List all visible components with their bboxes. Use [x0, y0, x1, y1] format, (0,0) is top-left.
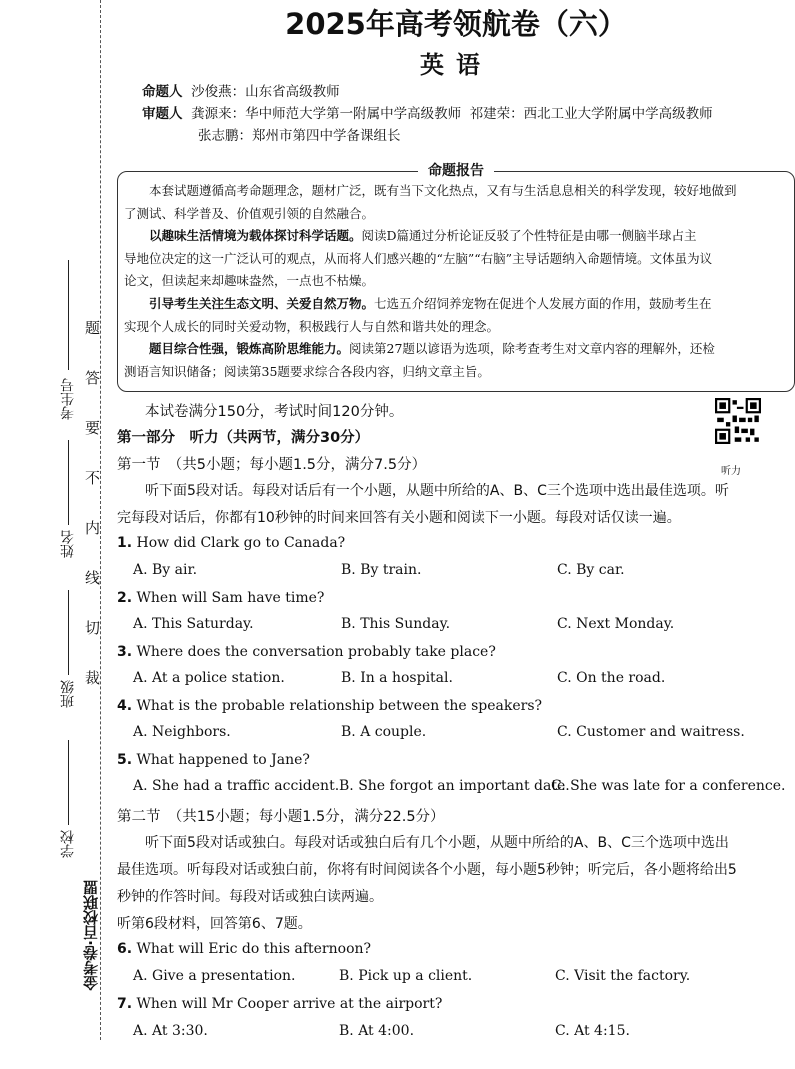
q5-option-b[interactable]: B. She forgot an important date. — [339, 778, 570, 794]
seal-char: 裁 — [83, 670, 101, 685]
class-line — [68, 590, 69, 675]
seal-char: 不 — [83, 470, 101, 485]
brand-label: 金考卷·百校联盟 — [82, 880, 100, 991]
report-p4: 题目综合性强，锻炼高阶思维能力。阅读第27题以谚语为选项，除考查考生对文章内容的理解外，还检 — [149, 341, 715, 357]
section1-heading: 第一节 （共5小题；每小题1.5分，满分7.5分） — [117, 457, 427, 473]
seal-char: 要 — [83, 420, 101, 435]
section2-intro-1: 听下面5段对话或独白。每段对话或独白后有几个小题，从题中所给的A、B、C三个选项中选出 — [145, 835, 729, 851]
question-3: 3. Where does the conversation probably take place? — [117, 644, 496, 660]
seal-char: 内 — [83, 520, 101, 535]
question-4: 4. What is the probable relationship between the speakers? — [117, 698, 543, 714]
q5-option-c[interactable]: C. She was late for a conference. — [551, 778, 786, 794]
q4-option-c[interactable]: C. Customer and waitress. — [557, 724, 745, 740]
author-block — [142, 81, 713, 147]
question-6: 6. What will Eric do this afternoon? — [117, 941, 372, 957]
report-p1: 本套试题遵循高考命题理念，题材广泛，既有当下文化热点，又有与生活息息相关的科学发现，较好地做到 — [149, 183, 737, 198]
seal-char: 题 — [83, 320, 101, 335]
seal-char: 答 — [83, 370, 101, 385]
seal-char: 线 — [83, 570, 101, 585]
page-title: 2025年高考领航卷（六） — [285, 7, 627, 41]
qr-code-icon[interactable] — [715, 398, 761, 444]
q3-option-b[interactable]: B. In a hospital. — [341, 670, 453, 686]
q6-option-c[interactable]: C. Visit the factory. — [555, 968, 691, 984]
school-label: 学校 — [60, 830, 76, 858]
report-p2c: 论文，但读起来却趣味盎然，一点也不枯燥。 — [124, 273, 375, 289]
section1-intro-1: 听下面5段对话。每段对话后有一个小题，从题中所给的A、B、C三个选项中选出最佳选项。听 — [145, 483, 729, 499]
material-6: 听第6段材料，回答第6、7题。 — [117, 916, 312, 932]
q4-option-b[interactable]: B. A couple. — [341, 724, 427, 740]
name-label: 姓名 — [60, 530, 76, 558]
report-p2b: 导地位决定的这一广泛认可的观点，从而将人们感兴趣的“左脑”“右脑”主导话题纳入命题情境。文体虽为议 — [124, 250, 713, 266]
q4-option-a[interactable]: A. Neighbors. — [133, 724, 231, 740]
cut-line — [100, 0, 101, 1040]
reviewer-2: 祁建荣：西北工业大学附属中学高级教师 — [469, 106, 713, 122]
report-p3: 引导考生关注生态文明、关爱自然万物。七选五介绍饲养宠物在促进个人发展方面的作用，鼓励考生在 — [149, 295, 712, 311]
reviewer-label: 审题人 — [142, 106, 183, 122]
q2-option-c[interactable]: C. Next Monday. — [557, 616, 675, 632]
student-id-line — [68, 260, 69, 370]
question-1: 1. How did Clark go to Canada? — [117, 535, 346, 551]
report-p2: 以趣味生活情境为载体探讨科学话题。阅读D篇通过分析论证反驳了个性特征是由哪一侧脑半球占主 — [149, 228, 697, 244]
report-title: 命题报告 — [117, 160, 795, 180]
q3-option-a[interactable]: A. At a police station. — [133, 670, 285, 686]
q5-option-a[interactable]: A. She had a traffic accident. — [133, 778, 340, 794]
question-7: 7. When will Mr Cooper arrive at the airport? — [117, 996, 443, 1012]
q6-option-a[interactable]: A. Give a presentation. — [133, 968, 296, 984]
reviewer-1: 龚源来：华中师范大学第一附属中学高级教师 — [191, 106, 462, 122]
reviewer-3: 张志鹏：郑州市第四中学备课组长 — [198, 128, 401, 144]
q1-option-b[interactable]: B. By train. — [341, 562, 422, 578]
school-line — [68, 740, 69, 825]
section2-heading: 第二节 （共15小题；每小题1.5分，满分22.5分） — [117, 809, 445, 825]
section1-intro-2: 完每段对话后，你都有10秒钟的时间来回答有关小题和阅读下一小题。每段对话仅读一遍。 — [117, 510, 681, 526]
q2-option-b[interactable]: B. This Sunday. — [341, 616, 451, 632]
binding-margin — [0, 0, 100, 1069]
report-p4b: 测语言知识储备；阅读第35题要求综合各段内容，归纳文章主旨。 — [124, 363, 490, 379]
section2-intro-3: 秒钟的作答时间。每段对话或独白读两遍。 — [117, 889, 383, 905]
q1-option-a[interactable]: A. By air. — [133, 562, 198, 578]
question-5: 5. What happened to Jane? — [117, 752, 310, 768]
qr-label: 听力 — [721, 466, 741, 477]
q1-option-c[interactable]: C. By car. — [557, 562, 625, 578]
q7-option-c[interactable]: C. At 4:15. — [555, 1023, 630, 1039]
q6-option-b[interactable]: B. Pick up a client. — [339, 968, 473, 984]
name-line — [68, 440, 69, 525]
proposer: 沙俊燕：山东省高级教师 — [191, 84, 340, 100]
student-id-label: 考生号 — [60, 378, 76, 420]
report-box — [117, 171, 795, 392]
score-info: 本试卷满分150分，考试时间120分钟。 — [145, 404, 404, 420]
q2-option-a[interactable]: A. This Saturday. — [133, 616, 254, 632]
proposer-label: 命题人 — [142, 84, 183, 100]
section2-intro-2: 最佳选项。听每段对话或独白前，你将有时间阅读各个小题，每小题5秒钟；听完后，各小题将给出5 — [117, 862, 737, 878]
question-2: 2. When will Sam have time? — [117, 590, 325, 606]
q7-option-b[interactable]: B. At 4:00. — [339, 1023, 415, 1039]
report-p1b: 了测试、科学普及、价值观引领的自然融合。 — [124, 205, 375, 221]
q3-option-c[interactable]: C. On the road. — [557, 670, 666, 686]
q7-option-a[interactable]: A. At 3:30. — [133, 1023, 208, 1039]
report-p3b: 实现个人成长的同时关爱动物，积极践行人与自然和谐共处的理念。 — [124, 318, 500, 334]
subject-title: 英语 — [420, 51, 492, 79]
class-label: 班级 — [60, 680, 76, 708]
part1-heading: 第一部分 听力（共两节，满分30分） — [117, 430, 370, 446]
seal-char: 切 — [83, 620, 101, 635]
